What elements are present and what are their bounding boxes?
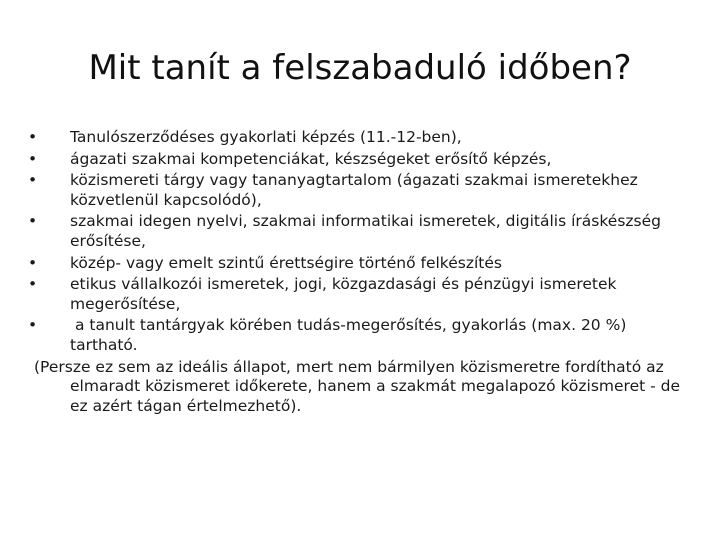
list-item-text: közismereti tárgy vagy tananyagtartalom (ágazati szakmai ismeretekhez közvetlenül kapcsolódó), bbox=[70, 171, 638, 209]
list-item-text: Tanulószerződéses gyakorlati képzés (11.-12-ben), bbox=[70, 128, 462, 146]
bullet-icon: • bbox=[28, 171, 38, 190]
list-item bbox=[28, 316, 688, 355]
list-item bbox=[28, 150, 688, 170]
list-item bbox=[28, 275, 688, 314]
list-item-text: etikus vállalkozói ismeretek, jogi, közgazdasági és pénzügyi ismeretek megerősítése, bbox=[70, 275, 617, 313]
list-item-text: ágazati szakmai kompetenciákat, készségeket erősítő képzés, bbox=[70, 149, 552, 168]
list-item-text: szakmai idegen nyelvi, szakmai informatikai ismeretek, digitális íráskészség erősítése, bbox=[70, 212, 661, 250]
list-item-text: közép- vagy emelt szintű érettségire történő felkészítés bbox=[70, 253, 502, 272]
slide-title: Mit tanít a felszabaduló időben? bbox=[88, 48, 632, 88]
list-item bbox=[28, 254, 688, 274]
list-item bbox=[28, 128, 688, 148]
bullet-icon: • bbox=[28, 253, 38, 272]
bullet-icon: • bbox=[28, 316, 38, 335]
bullet-icon: • bbox=[28, 149, 38, 168]
closing-note: (Persze ez sem az ideális állapot, mert nem bármilyen közismeretre fordítható az elmaradt közismeret időkerete, hanem a szakmát megalapozó közismeret - de ez azért tágan értelmezhető). bbox=[34, 357, 681, 415]
list-item bbox=[28, 171, 688, 210]
bullet-icon: • bbox=[28, 128, 38, 146]
list-item bbox=[28, 212, 688, 251]
bullet-list bbox=[28, 128, 688, 356]
list-item-text: a tanult tantárgyak körében tudás-megerősítés, gyakorlás (max. 20 %) tartható. bbox=[70, 316, 632, 354]
slide-body bbox=[28, 128, 688, 416]
bullet-icon: • bbox=[28, 212, 38, 231]
bullet-icon: • bbox=[28, 275, 38, 294]
